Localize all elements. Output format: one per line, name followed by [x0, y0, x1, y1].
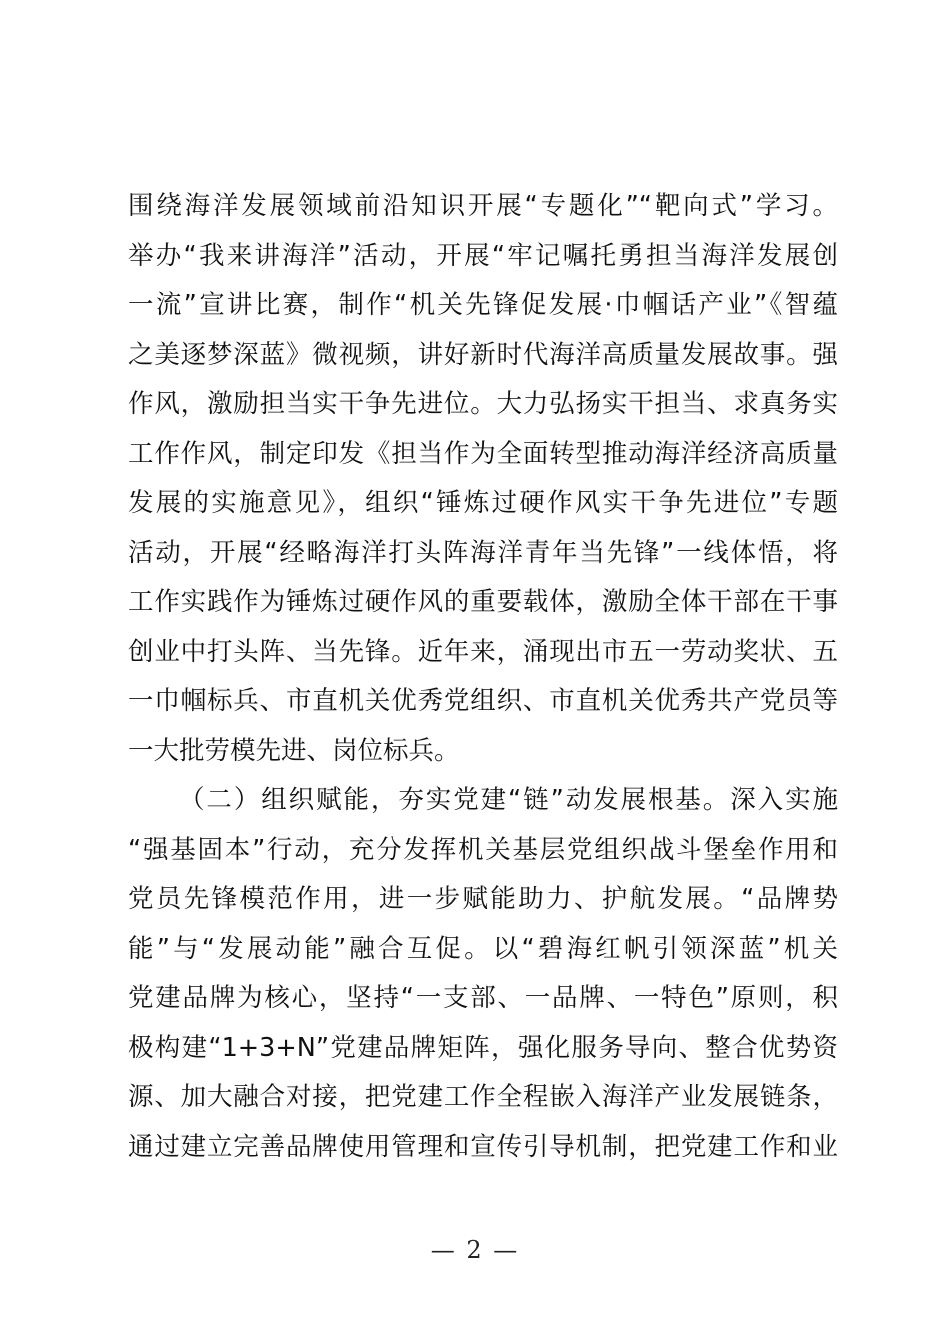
text-line: 一流”宣讲比赛，制作“机关先锋促发展·巾帼话产业”《智蕴	[128, 290, 838, 320]
text-line: 活动，开展“经略海洋打头阵海洋青年当先锋”一线体悟，将	[128, 537, 838, 568]
text-line: 源、加大融合对接，把党建工作全程嵌入海洋产业发展链条，	[128, 1082, 838, 1112]
text-line: 工作实践作为锤炼过硬作风的重要载体，激励全体干部在干事	[128, 587, 838, 617]
text-line: 工作作风，制定印发《担当作为全面转型推动海洋经济高质量	[128, 438, 838, 469]
text-line: 能”与“发展动能”融合互促。以“碧海红帆引领深蓝”机关	[128, 933, 838, 964]
text-line: 之美逐梦深蓝》微视频，讲好新时代海洋高质量发展故事。强	[128, 339, 838, 370]
text-line: 作风，激励担当实干争先进位。大力弘扬实干担当、求真务实	[128, 389, 838, 419]
text-line: 一巾帼标兵、市直机关优秀党组织、市直机关优秀共产党员等	[128, 686, 838, 716]
text-line: 发展的实施意见》，组织“锤炼过硬作风实干争先进位”专题	[128, 488, 838, 518]
page-number: — 2 —	[430, 1236, 520, 1264]
text-line: 极构建“1+3+N”党建品牌矩阵，强化服务导向、整合优势资	[128, 1032, 838, 1063]
text-line: 党员先锋模范作用，进一步赋能助力、护航发展。“品牌势	[128, 884, 838, 914]
text-line: 围绕海洋发展领域前沿知识开展“专题化”“靶向式”学习。	[128, 191, 838, 221]
text-line: 通过建立完善品牌使用管理和宣传引导机制，把党建工作和业	[128, 1131, 838, 1162]
text-line: 党建品牌为核心，坚持“一支部、一品牌、一特色”原则，积	[128, 983, 838, 1013]
text-line: 举办“我来讲海洋”活动，开展“牢记嘱托勇担当海洋发展创	[128, 240, 838, 271]
text-line: 创业中打头阵、当先锋。近年来，涌现出市五一劳动奖状、五	[128, 636, 838, 667]
paragraph-end-line: 一大批劳模先进、岗位标兵。	[128, 735, 460, 766]
section-heading-line: （二）组织赋能，夯实党建“链”动发展根基。深入实施	[179, 785, 838, 815]
text-line: “强基固本”行动，充分发挥机关基层党组织战斗堡垒作用和	[128, 834, 838, 865]
body-text	[128, 182, 838, 1172]
